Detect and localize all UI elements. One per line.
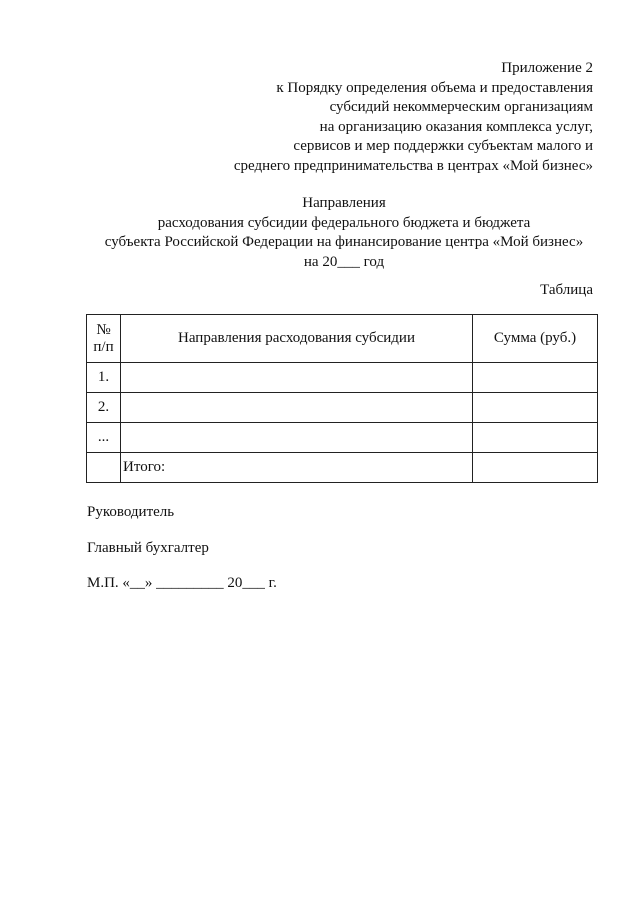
row-sum-cell[interactable] bbox=[473, 363, 598, 393]
appendix-line: субсидий некоммерческим организациям bbox=[329, 99, 593, 115]
signature-accountant: Главный бухгалтер bbox=[87, 540, 209, 556]
appendix-line: сервисов и мер поддержки субъектам малого и bbox=[293, 138, 593, 154]
signature-head: Руководитель bbox=[87, 504, 175, 520]
row-number: ... bbox=[87, 423, 121, 453]
heading-line: субъекта Российской Федерации на финансирование центра «Мой бизнес» bbox=[104, 234, 584, 250]
table-label: Таблица bbox=[540, 282, 593, 298]
table-row bbox=[87, 363, 598, 393]
table-header-row bbox=[87, 315, 598, 363]
table-row bbox=[87, 423, 598, 453]
heading-title: Направления bbox=[302, 195, 386, 211]
expenditure-table bbox=[86, 314, 598, 483]
row-number: 1. bbox=[87, 363, 121, 393]
appendix-block bbox=[234, 59, 593, 176]
stamp-date-line: М.П. «__» _________ 20___ г. bbox=[87, 575, 277, 591]
header-number-abbr: п/п bbox=[93, 338, 114, 355]
appendix-line: Приложение 2 bbox=[501, 60, 593, 76]
row-direction-cell[interactable] bbox=[121, 393, 473, 423]
header-number-sign: № bbox=[96, 321, 111, 338]
appendix-line: на организацию оказания комплекса услуг, bbox=[319, 118, 593, 135]
row-direction-cell[interactable] bbox=[121, 423, 473, 453]
heading-line: расходования субсидии федерального бюджета и бюджета bbox=[157, 214, 531, 231]
header-direction: Направления расходования субсидии bbox=[121, 315, 473, 363]
row-sum-cell[interactable] bbox=[473, 393, 598, 423]
header-sum: Сумма (руб.) bbox=[473, 315, 598, 363]
row-sum-cell[interactable] bbox=[473, 423, 598, 453]
document-heading bbox=[0, 194, 640, 272]
table-row bbox=[87, 393, 598, 423]
heading-year-line: на 20___ год bbox=[303, 253, 385, 270]
appendix-line: к Порядку определения объема и предоставления bbox=[276, 79, 593, 96]
table-total-row bbox=[87, 453, 598, 483]
row-number: 2. bbox=[87, 393, 121, 423]
total-number-cell bbox=[87, 453, 121, 483]
appendix-line: среднего предпринимательства в центрах «Мой бизнес» bbox=[233, 157, 593, 174]
row-direction-cell[interactable] bbox=[121, 363, 473, 393]
total-label: Итого: bbox=[121, 453, 473, 483]
header-number bbox=[87, 315, 121, 363]
total-sum-cell[interactable] bbox=[473, 453, 598, 483]
